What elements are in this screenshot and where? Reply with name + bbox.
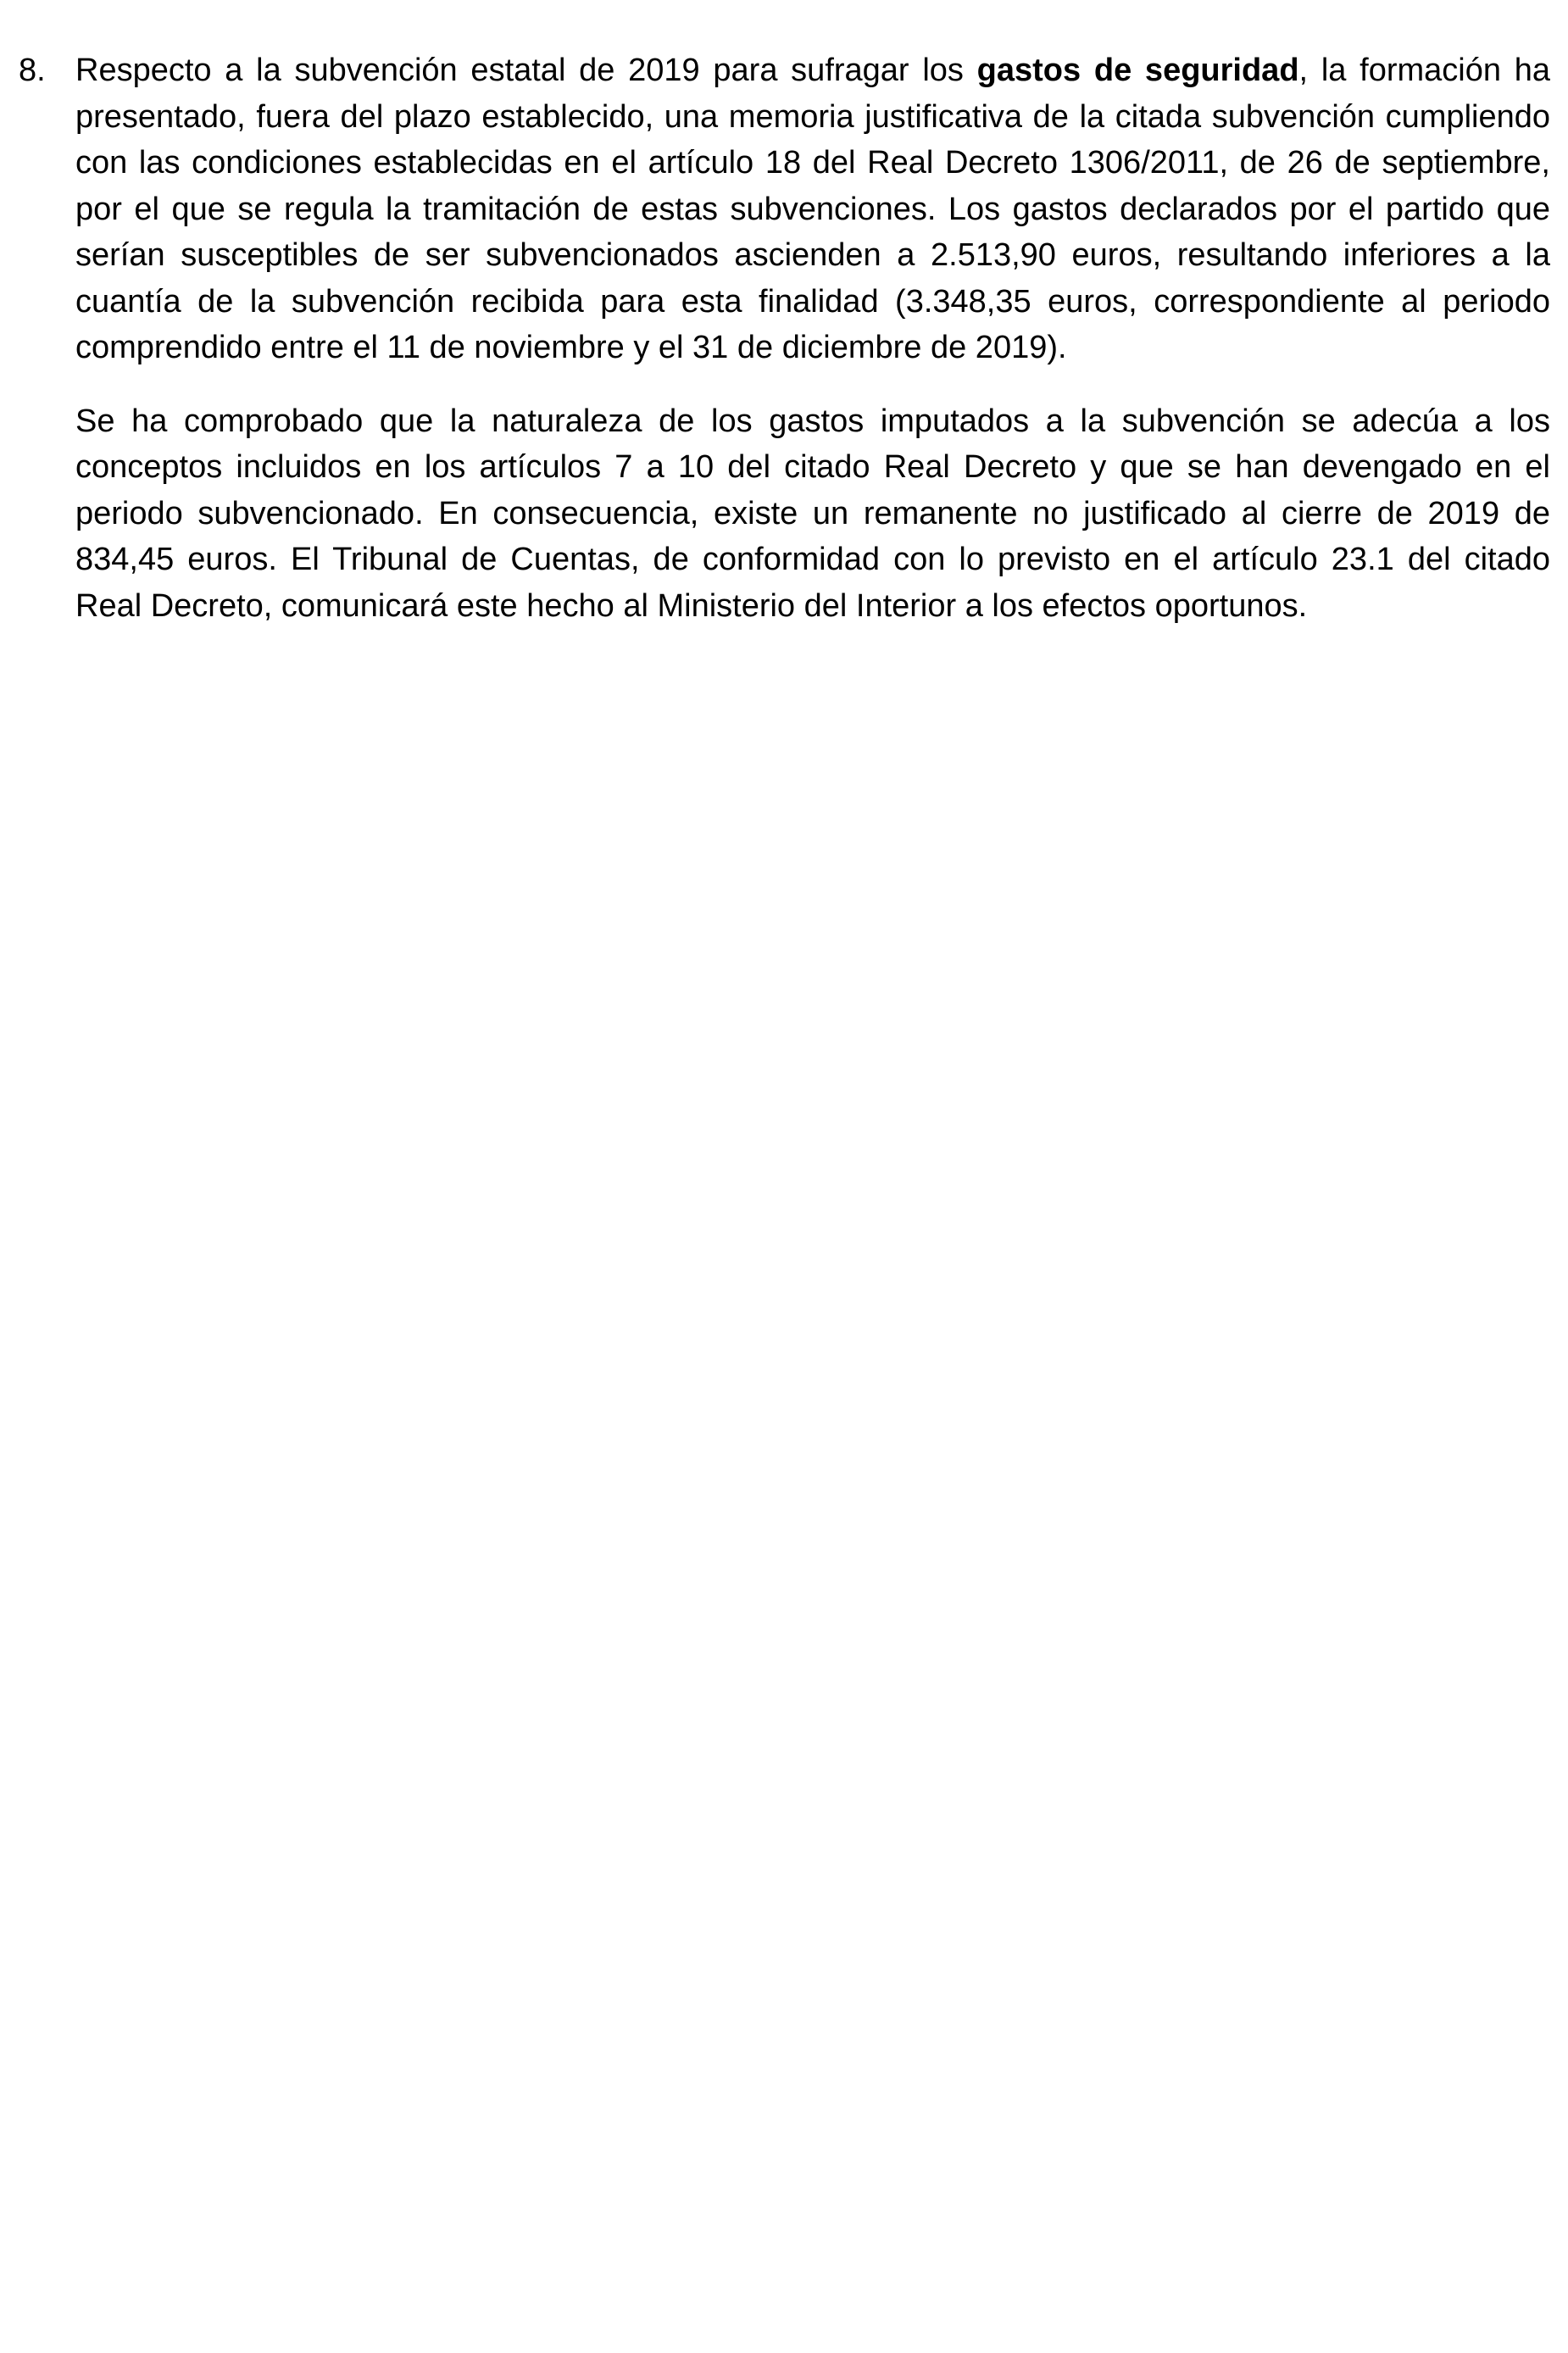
paragraph-text-end: , la formación ha presentado, fuera del plazo establecido, una memoria justificativa de la citada subvención cumpliendo con las condiciones establecidas en el artículo 18 del Real Decreto 1306/2011, de 26 de septiembre, por el que se regula la tramitación de estas subvenciones. Los gastos declarados por el partido que serían susceptibles de ser subvencionados ascienden a 2.513,90 euros, resultando inferiores a la cuantía de la subvención recibida para esta finalidad (3.348,35 euros, correspondiente al periodo comprendido entre el 11 de noviembre y el 31 de diciembre de 2019). (75, 53, 1550, 365)
bold-term: gastos de seguridad (976, 53, 1299, 88)
paragraph-security-subsidy (75, 47, 1550, 371)
paragraph-remanente: Se ha comprobado que la naturaleza de los gastos imputados a la subvención se adecúa a los conceptos incluidos en los artículos 7 a 10 del citado Real Decreto y que se han devengado en el periodo subvencionado. En consecuencia, existe un remanente no justificado al cierre de 2019 de 834,45 euros. El Tribunal de Cuentas, de conformidad con lo previsto en el artículo 23.1 del citado Real Decreto, comunicará este hecho al Ministerio del Interior a los efectos oportunos. (75, 403, 1550, 624)
item-number: 8. (19, 53, 46, 88)
item-body (75, 47, 1550, 629)
list-item-8 (19, 47, 1551, 629)
paragraph-text-start: Respecto a la subvención estatal de 2019 para sufragar los (75, 53, 977, 88)
